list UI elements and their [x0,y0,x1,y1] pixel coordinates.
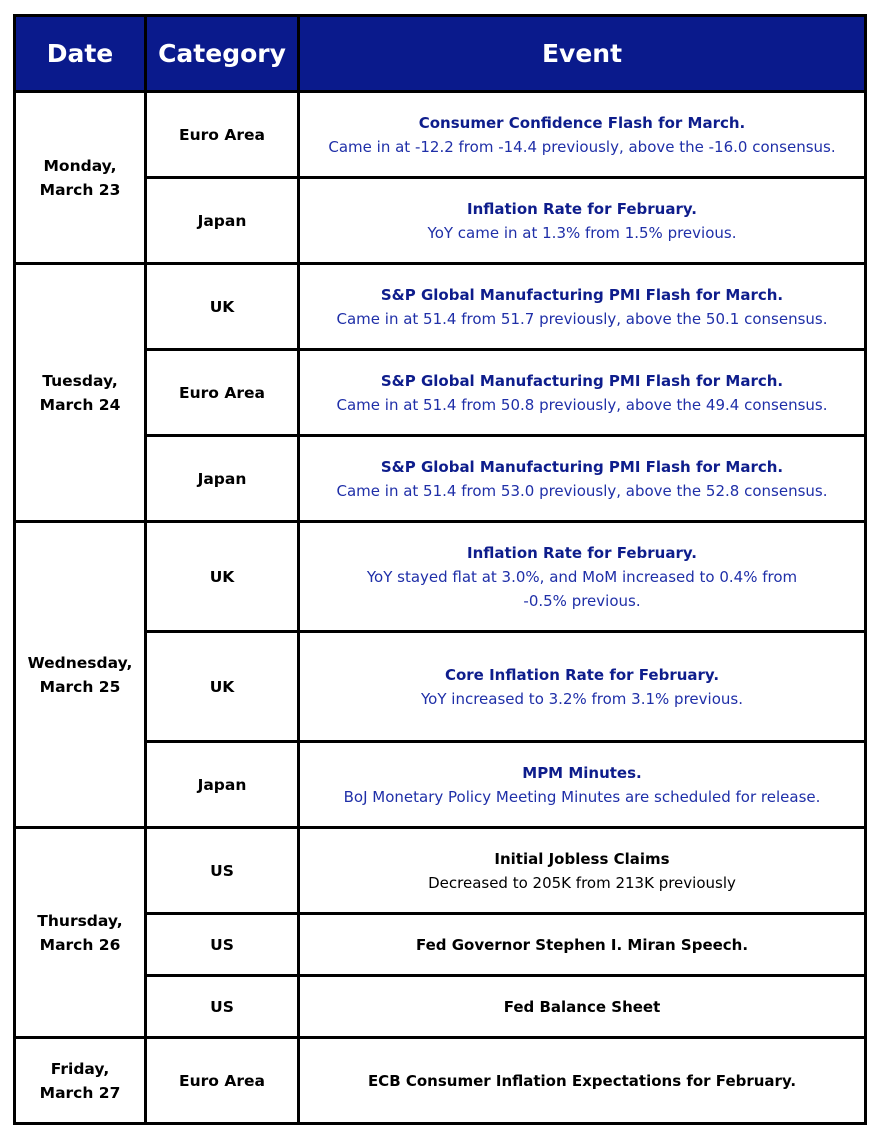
header-row [15,16,866,92]
event-cell [299,178,866,264]
event-title: Fed Balance Sheet [503,997,661,1016]
weekday-label: Wednesday, [27,653,133,672]
event-title: Fed Governor Stephen I. Miran Speech. [415,935,749,954]
date-label: March 26 [39,935,121,954]
weekday-label: Tuesday, [42,371,118,390]
date-cell [15,1038,146,1124]
date-label: March 24 [39,395,121,414]
category-cell: Euro Area [146,92,299,178]
date-cell [15,264,146,522]
category-column-header: Category [146,16,299,92]
category-cell: UK [146,632,299,742]
event-description: Came in at -12.2 from -14.4 previously, above the -16.0 consensus. [328,137,836,156]
category-cell: US [146,914,299,976]
event-title: S&P Global Manufacturing PMI Flash for March. [380,285,784,304]
event-cell [299,828,866,914]
event-cell [299,92,866,178]
category-cell: UK [146,264,299,350]
category-cell: US [146,976,299,1038]
category-cell: Euro Area [146,350,299,436]
event-row [15,264,866,350]
event-description: Came in at 51.4 from 53.0 previously, above the 52.8 consensus. [336,481,828,500]
event-description: YoY stayed flat at 3.0%, and MoM increased to 0.4% from -0.5% previous. [366,567,798,610]
event-row [15,828,866,914]
event-description: Came in at 51.4 from 51.7 previously, above the 50.1 consensus. [336,309,828,328]
category-cell: Euro Area [146,1038,299,1124]
category-cell: UK [146,522,299,632]
date-column-header: Date [15,16,146,92]
weekday-label: Friday, [50,1059,110,1078]
event-cell [299,976,866,1038]
event-description: BoJ Monetary Policy Meeting Minutes are scheduled for release. [343,787,821,806]
event-cell [299,522,866,632]
event-description: YoY increased to 3.2% from 3.1% previous. [421,689,743,708]
event-cell [299,1038,866,1124]
date-label: March 23 [39,180,121,199]
event-title: ECB Consumer Inflation Expectations for February. [367,1071,797,1090]
event-title: Inflation Rate for February. [467,199,697,218]
event-description: YoY came in at 1.3% from 1.5% previous. [427,223,737,242]
category-cell: Japan [146,742,299,828]
date-cell [15,828,146,1038]
event-description: Decreased to 205K from 213K previously [428,873,736,892]
event-cell [299,350,866,436]
weekday-label: Monday, [43,156,117,175]
event-cell [299,914,866,976]
event-cell [299,632,866,742]
event-title: Consumer Confidence Flash for March. [418,113,746,132]
event-title: S&P Global Manufacturing PMI Flash for March. [380,457,784,476]
category-cell: US [146,828,299,914]
event-row [15,1038,866,1124]
event-description: Came in at 51.4 from 50.8 previously, above the 49.4 consensus. [336,395,828,414]
event-title: Inflation Rate for February. [467,543,697,562]
event-title: S&P Global Manufacturing PMI Flash for March. [380,371,784,390]
event-title: MPM Minutes. [522,763,642,782]
event-column-header: Event [299,16,866,92]
event-title: Core Inflation Rate for February. [444,665,720,684]
event-cell [299,264,866,350]
date-label: March 25 [39,677,121,696]
calendar-body [15,92,866,1124]
event-cell [299,742,866,828]
event-cell [299,436,866,522]
date-label: March 27 [39,1083,121,1102]
event-row [15,522,866,632]
date-cell [15,92,146,264]
category-cell: Japan [146,178,299,264]
category-cell: Japan [146,436,299,522]
event-title: Initial Jobless Claims [494,849,670,868]
weekday-label: Thursday, [37,911,123,930]
date-cell [15,522,146,828]
economic-calendar-table [13,14,867,1125]
event-row [15,92,866,178]
